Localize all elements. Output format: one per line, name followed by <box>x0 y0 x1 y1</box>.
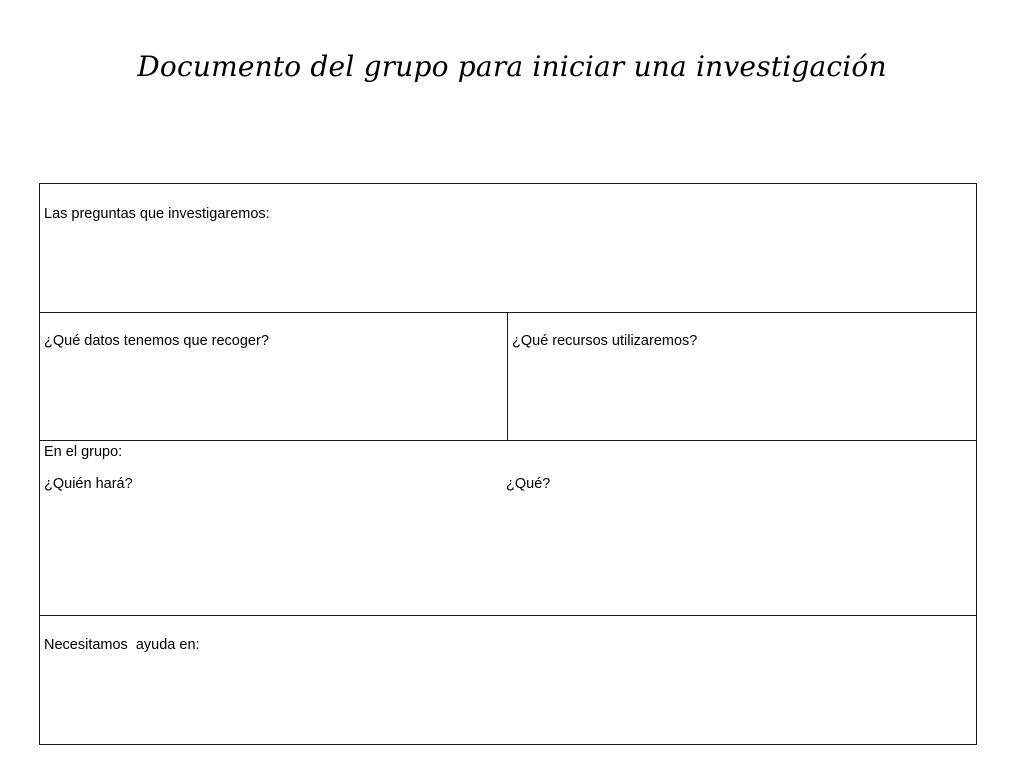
data-resources-section <box>40 313 976 441</box>
resources-cell[interactable] <box>508 313 976 440</box>
questions-label: Las preguntas que investigaremos: <box>44 206 270 222</box>
data-cell[interactable] <box>40 313 508 440</box>
investigation-form <box>39 183 977 745</box>
questions-section[interactable] <box>40 184 976 313</box>
resources-label: ¿Qué recursos utilizaremos? <box>512 333 698 349</box>
group-section[interactable] <box>40 441 976 616</box>
what-label: ¿Qué? <box>506 476 551 492</box>
data-label: ¿Qué datos tenemos que recoger? <box>44 333 269 349</box>
help-label: Necesitamos ayuda en: <box>44 637 200 653</box>
page-title: Documento del grupo para iniciar una investigación <box>137 50 887 83</box>
help-section[interactable] <box>40 616 976 744</box>
who-label: ¿Quién hará? <box>44 476 133 492</box>
group-label: En el grupo: <box>44 444 123 460</box>
